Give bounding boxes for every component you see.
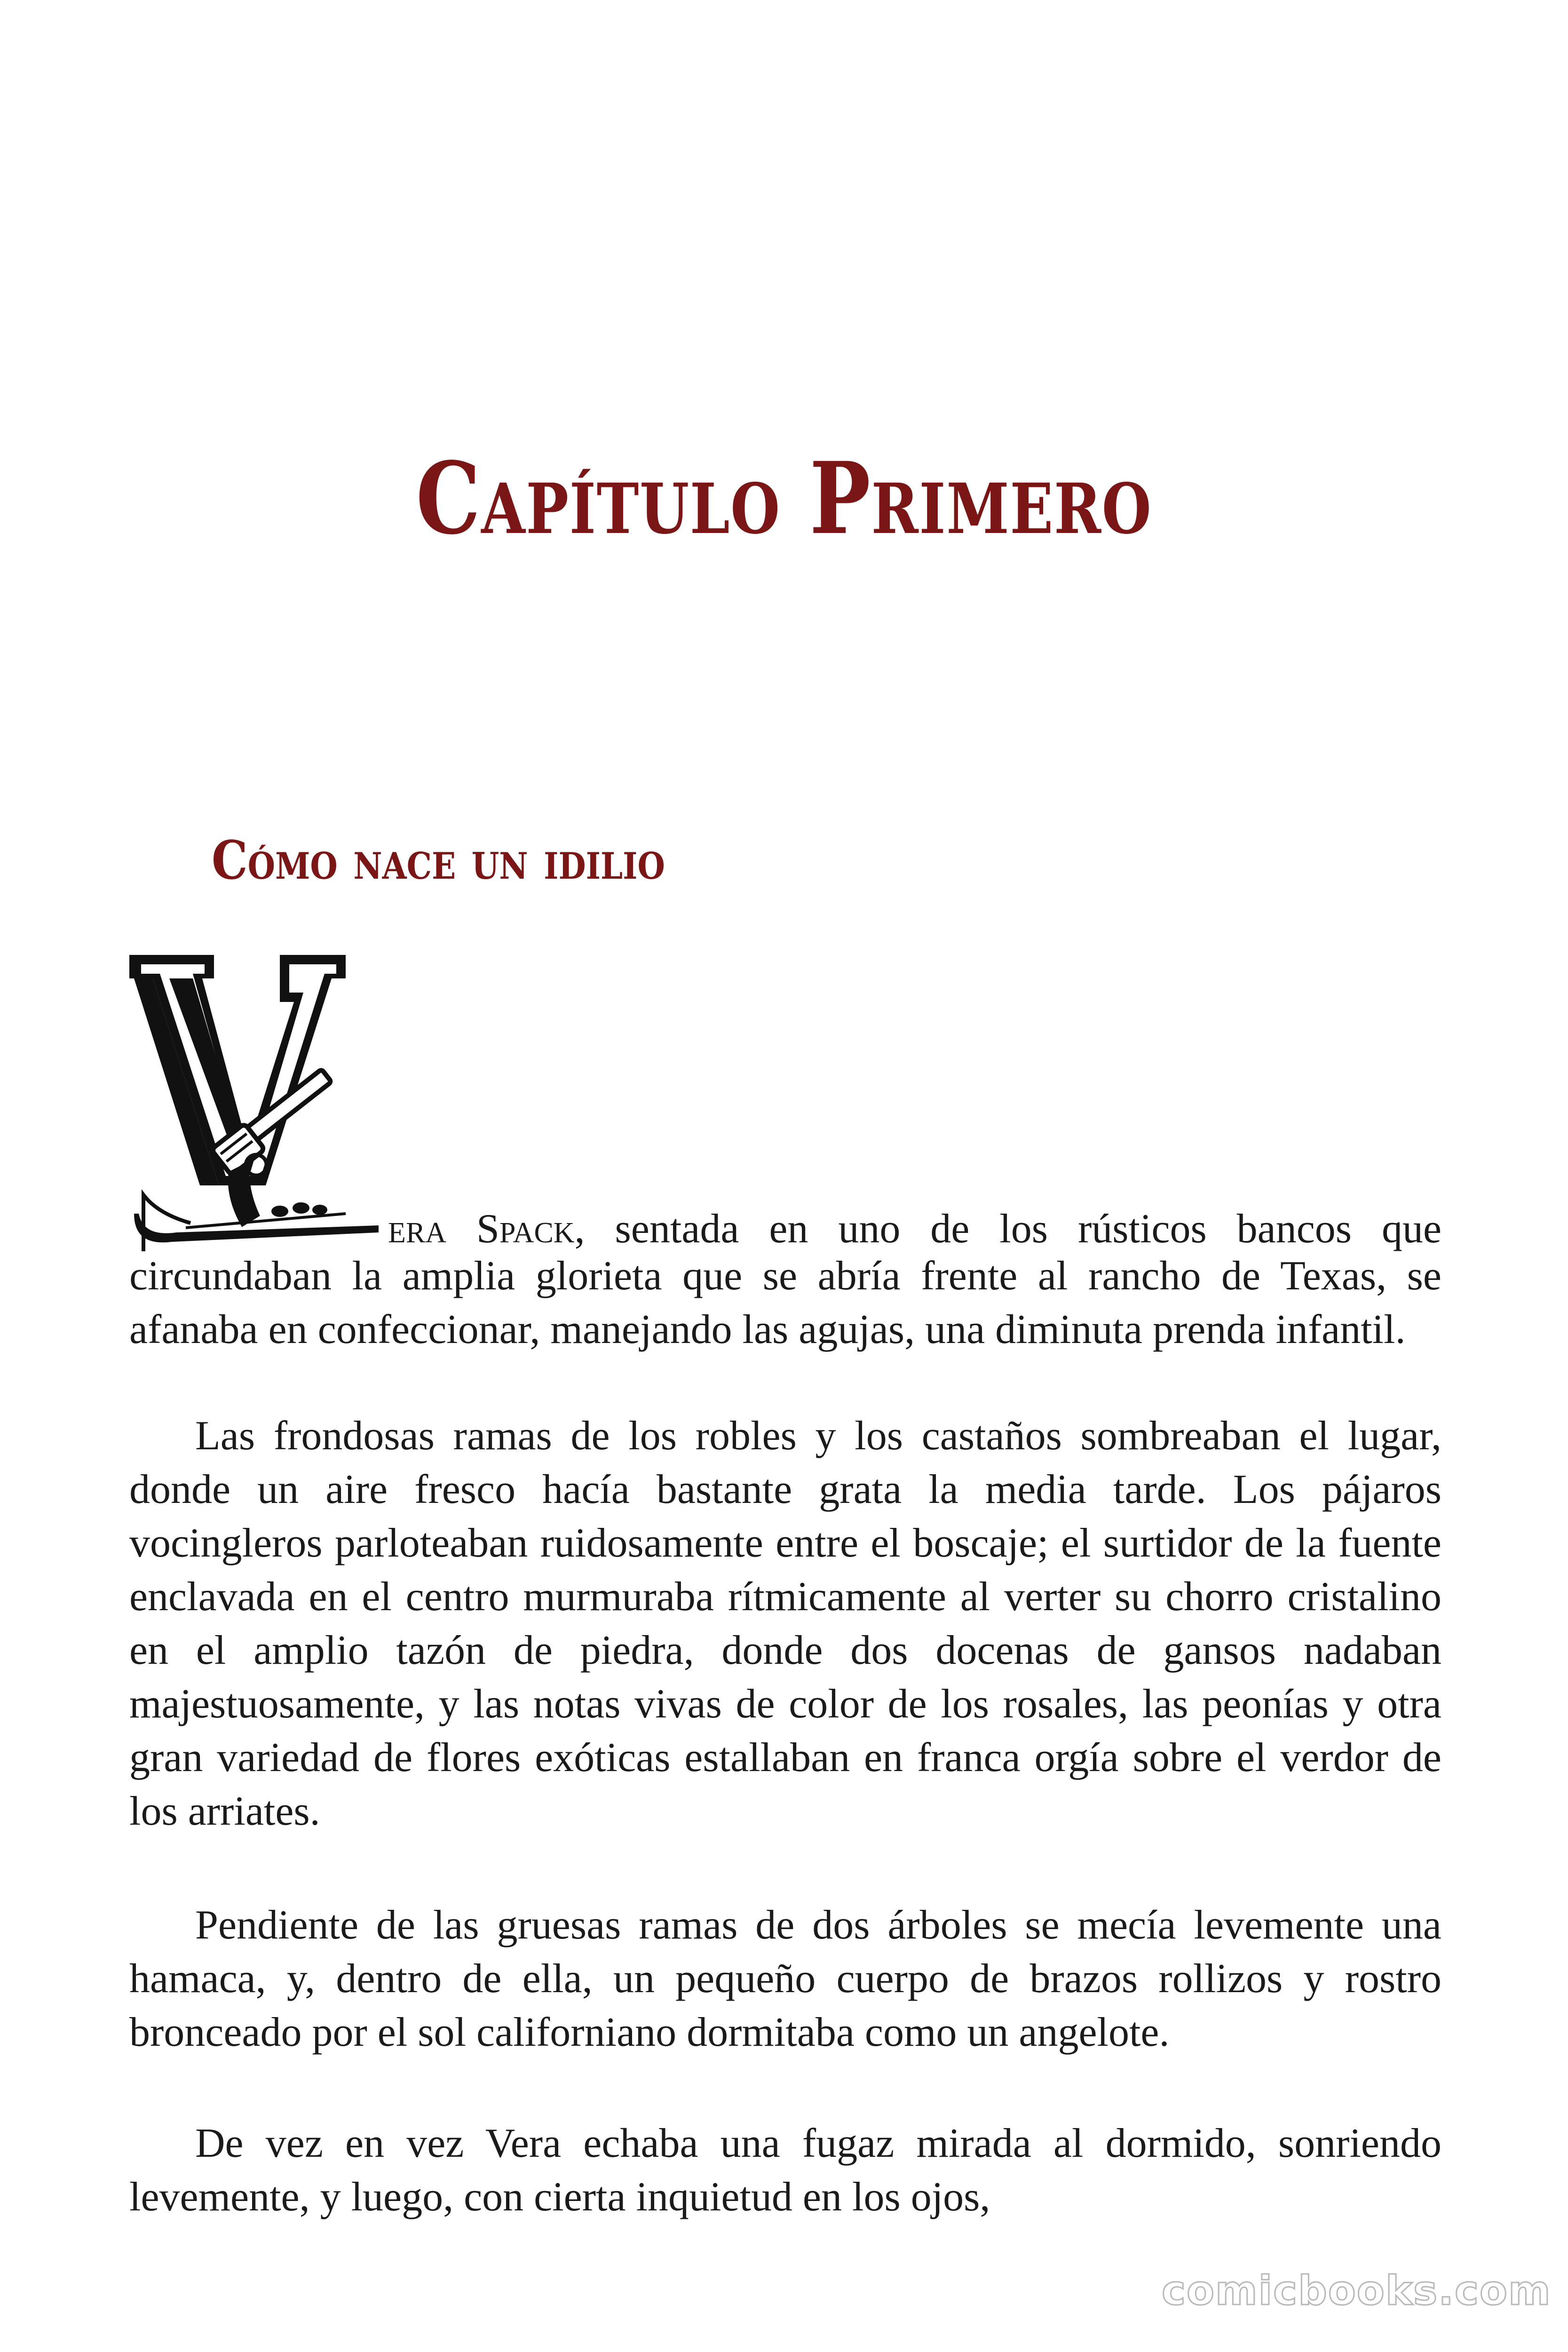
watermark: comicbooks.com [1162,2267,1552,2314]
paragraph-4: De vez en vez Vera echaba una fugaz mirada al dormido, sonriendo levemente, y luego, con cierta inquietud en los ojos, [129,2121,1441,2220]
chapter-title: Capítulo Primero [416,440,1152,556]
paragraph-3: Pendiente de las gruesas ramas de dos árboles se mecía levemente una hamaca, y, dentro de ella, un pequeño cuerpo de brazos rollizos y rostro bronceado por el sol californiano dormitaba como un angelote. [129,1902,1441,2055]
first-line [388,1202,1441,1256]
first-line-small-caps: era Spack [388,1206,575,1252]
paragraph-2: Las frondosas ramas de los robles y los castaños sombreaban el lugar, donde un aire fresco hacía bastante grata la media tarde. Los pájaros vocingleros parloteaban ruidosamente entre el boscaje; el surtidor de la fuente enclavada en el centro murmuraba rítmicamente al verter su chorro cristalino en el amplio tazón de piedra, donde dos docenas de gansos nadaban majestuosamente, y las notas vivas de color de los rosales, las peonías y otra gran variedad de flores exóticas estallaban en franca orgía sobre el verdor de los arriates. [129,1413,1441,1834]
section-heading: Cómo nace un idilio [212,830,665,891]
paragraph-1: circundaban la amplia glorieta que se abría frente al rancho de Texas, se afanaba en confeccionar, manejando las agujas, una diminuta prenda infantil. [129,1253,1441,1352]
first-line-rest: , sentada en uno de los rústicos bancos que [574,1206,1442,1252]
dropcap-letter-v [125,950,388,1251]
